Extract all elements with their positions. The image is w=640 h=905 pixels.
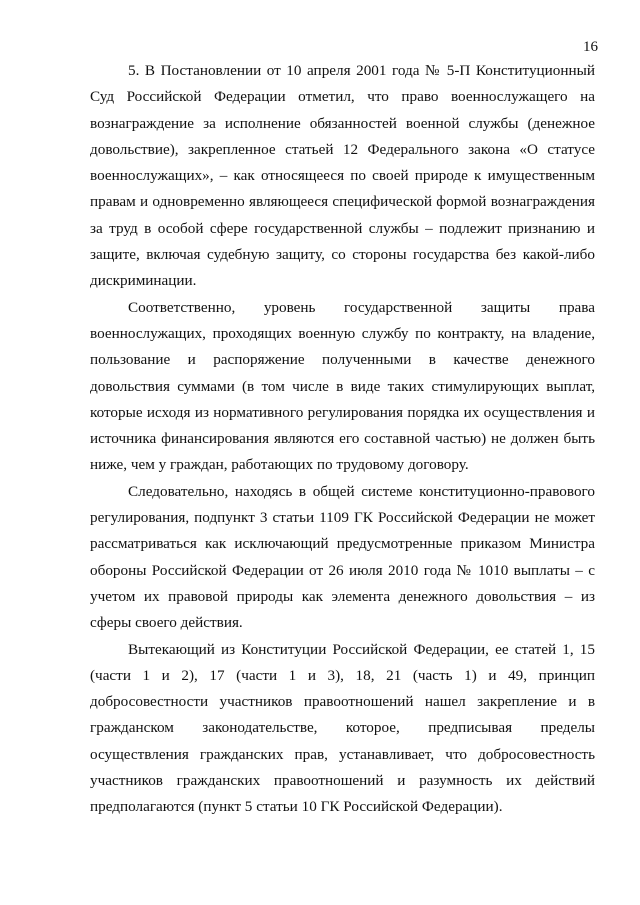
page-number: 16 [583,39,598,55]
paragraph-4: Вытекающий из Конституции Российской Федерации, ее статей 1, 15 (части 1 и 2), 17 (части 1 и 3), 18, 21 (часть 1) и 49, принцип добросовестности участников правоотношений нашел закрепление и в гражданском законодательстве, которое, предписывая пределы осуществления гражданских прав, устанавливает, что добросовестность участников гражданских правоотношений и разумность их действий предполагаются (пункт 5 статьи 10 ГК Российской Федерации). [90,640,595,816]
paragraph-1: 5. В Постановлении от 10 апреля 2001 года № 5-П Конституционный Суд Российской Федерации отметил, что право военнослужащего на вознаграждение за исполнение обязанностей военной службы (денежное довольствие), закрепленное статьей 12 Федерального закона «О статусе военнослужащих», – как относящееся по своей природе к имущественным правам и одновременно являющееся специфической формой вознаграждения за труд в особой сфере государственной службы – подлежит признанию и защите, включая судебную защиту, со стороны государства без какой-либо дискриминации. [90,62,595,290]
paragraph-2: Соответственно, уровень государственной защиты права военнослужащих, проходящих военную службу по контракту, на владение, пользование и распоряжение полученными в качестве денежного довольствия суммами (в том числе в виде таких стимулирующих выплат, которые исходя из нормативного регулирования порядка их осуществления и источника финансирования являются его составной частью) не должен быть ниже, чем у граждан, работающих по трудовому договору. [90,298,595,474]
document-body [90,58,595,821]
paragraph-3: Следовательно, находясь в общей системе конституционно-правового регулирования, подпункт 3 статьи 1109 ГК Российской Федерации не может рассматриваться как исключающий предусмотренные приказом Министра обороны Российской Федерации от 26 июля 2010 года № 1010 выплаты – с учетом их правовой природы как элемента денежного довольствия – из сферы своего действия. [90,482,595,632]
